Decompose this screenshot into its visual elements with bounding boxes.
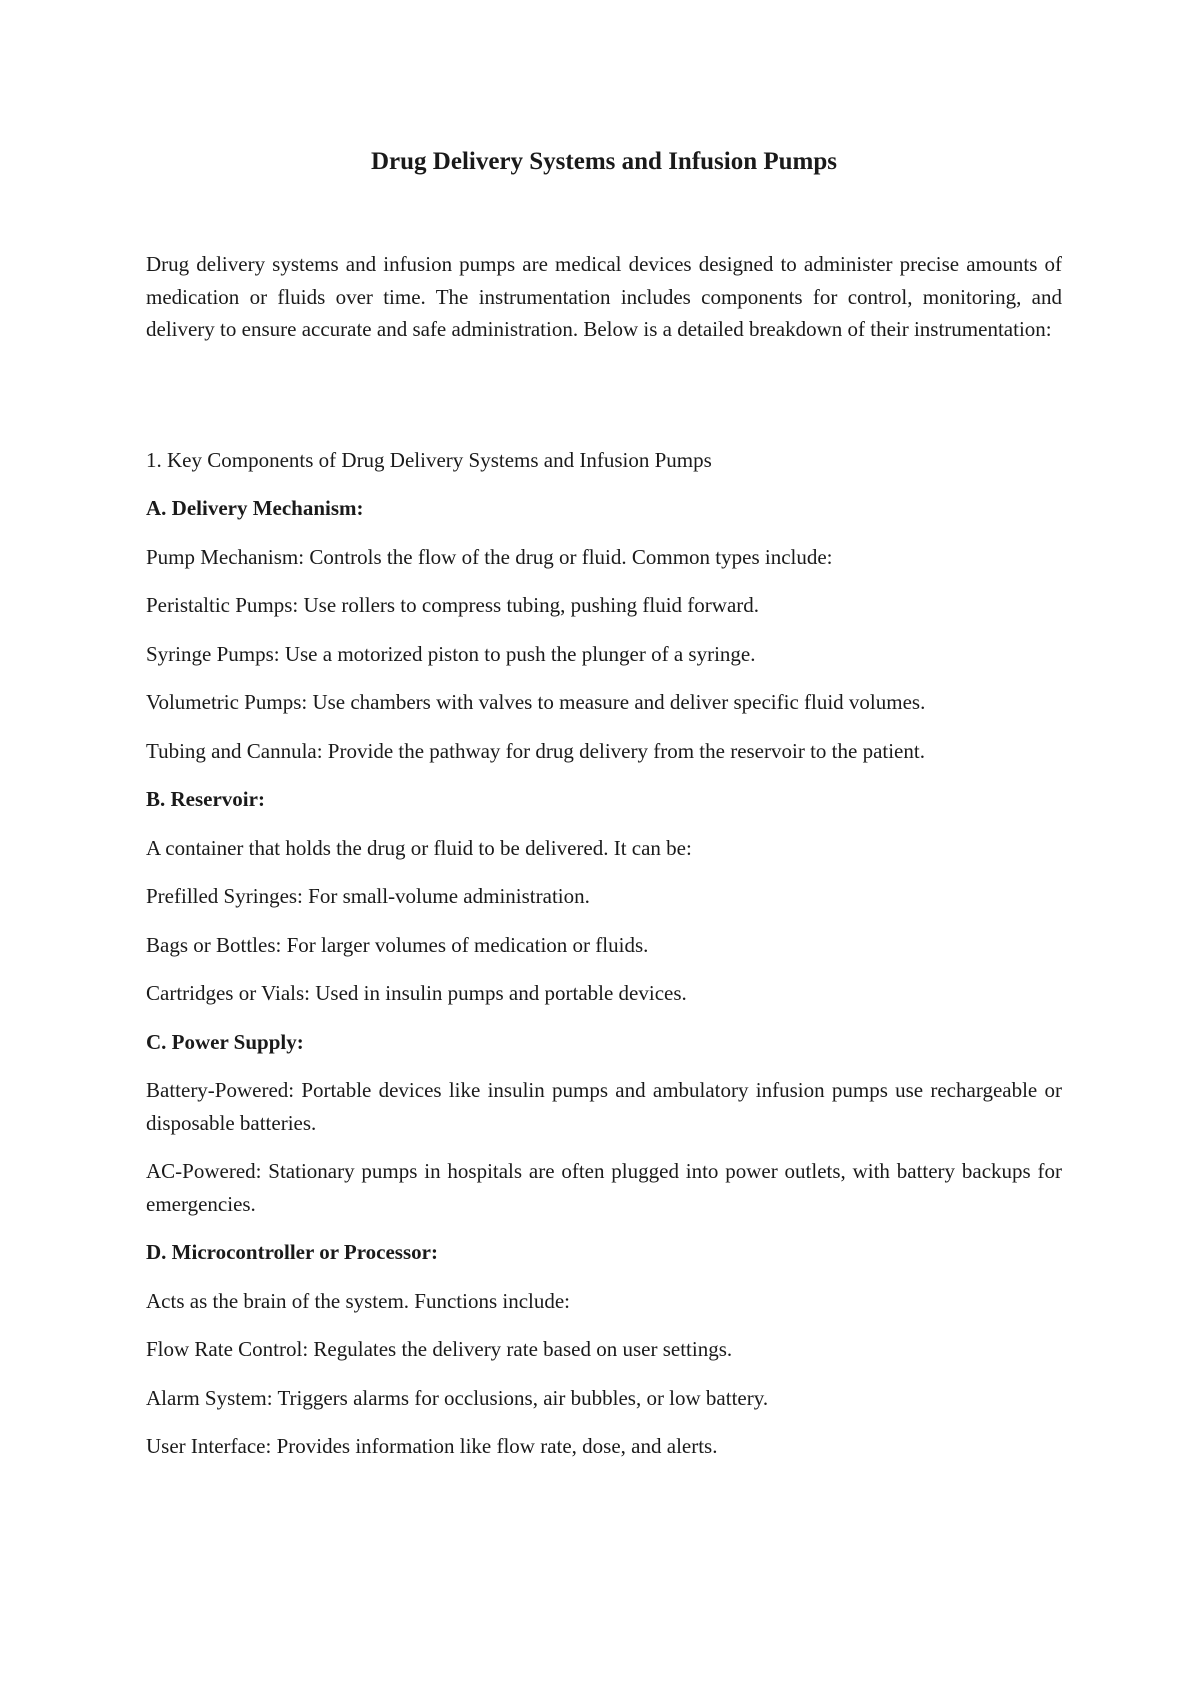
subheading-reservoir: B. Reservoir: — [146, 787, 265, 811]
list-item-ac-powered: AC-Powered: Stationary pumps in hospitals are often plugged into power outlets, with battery backups for emergencies. — [146, 1159, 1062, 1216]
list-item-brain: Acts as the brain of the system. Functions include: — [146, 1289, 571, 1313]
list-item-volumetric-pumps: Volumetric Pumps: Use chambers with valves to measure and deliver specific fluid volumes. — [146, 690, 926, 714]
list-item-bags-bottles: Bags or Bottles: For larger volumes of medication or fluids. — [146, 933, 649, 957]
document-title: Drug Delivery Systems and Infusion Pumps — [370, 148, 838, 175]
list-item-alarm-system: Alarm System: Triggers alarms for occlusions, air bubbles, or low battery. — [146, 1386, 769, 1410]
list-item-cartridges-vials: Cartridges or Vials: Used in insulin pumps and portable devices. — [146, 981, 687, 1005]
intro-paragraph: Drug delivery systems and infusion pumps are medical devices designed to administer precise amounts of medication or fluids over time. The instrumentation includes components for control, monitoring, and delivery to ensure accurate and safe administration. Below is a detailed breakdown of their instrumentation: — [146, 252, 1062, 341]
list-item-tubing-cannula: Tubing and Cannula: Provide the pathway for drug delivery from the reservoir to the patient. — [146, 739, 925, 763]
document-page — [146, 0, 1062, 1696]
list-item-container: A container that holds the drug or fluid to be delivered. It can be: — [146, 836, 692, 860]
list-item-prefilled-syringes: Prefilled Syringes: For small-volume administration. — [146, 884, 590, 908]
list-item-pump-mechanism: Pump Mechanism: Controls the flow of the drug or fluid. Common types include: — [146, 545, 833, 569]
subheading-power-supply: C. Power Supply: — [146, 1030, 304, 1054]
section-heading-key-components: 1. Key Components of Drug Delivery Systems and Infusion Pumps — [146, 448, 712, 472]
subheading-microcontroller: D. Microcontroller or Processor: — [146, 1240, 438, 1264]
list-item-syringe-pumps: Syringe Pumps: Use a motorized piston to push the plunger of a syringe. — [146, 642, 756, 666]
list-item-flow-rate-control: Flow Rate Control: Regulates the delivery rate based on user settings. — [146, 1337, 733, 1361]
subheading-delivery-mechanism: A. Delivery Mechanism: — [146, 496, 364, 520]
list-item-battery-powered: Battery-Powered: Portable devices like insulin pumps and ambulatory infusion pumps use rechargeable or disposable batteries. — [146, 1078, 1062, 1135]
list-item-peristaltic-pumps: Peristaltic Pumps: Use rollers to compress tubing, pushing fluid forward. — [146, 593, 760, 617]
list-item-user-interface: User Interface: Provides information like flow rate, dose, and alerts. — [146, 1434, 718, 1458]
